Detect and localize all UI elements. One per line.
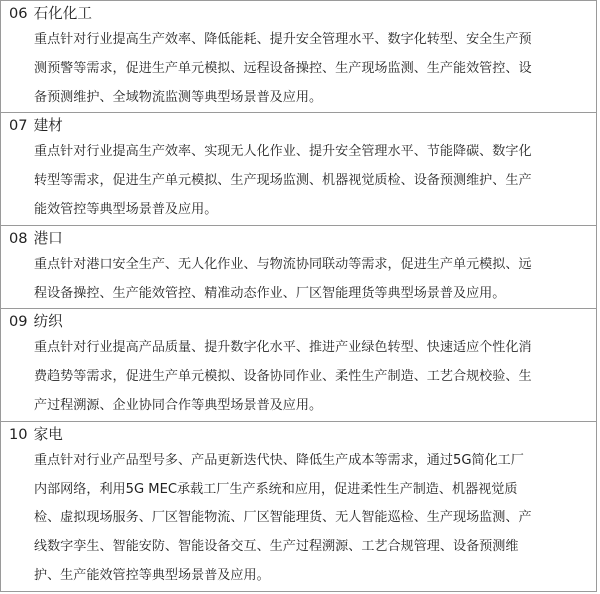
section-row bbox=[1, 226, 596, 310]
section-row bbox=[1, 422, 596, 592]
description-line: 产过程溯源、企业协同合作等典型场景普及应用。 bbox=[34, 397, 323, 413]
section-description bbox=[1, 251, 596, 309]
description-line: 费趋势等需求，促进生产单元模拟、设备协同作业、柔性生产制造、工艺合规校验、生 bbox=[34, 369, 532, 385]
section-title: 石化化工 bbox=[33, 5, 92, 22]
section-number: 06 bbox=[9, 5, 28, 22]
section-heading bbox=[1, 226, 596, 251]
description-line: 转型等需求，促进生产单元模拟、生产现场监测、机器视觉质检、设备预测维护、生产 bbox=[34, 173, 532, 189]
section-heading bbox=[1, 113, 596, 138]
section-row bbox=[1, 113, 596, 225]
description-line: 程设备操控、生产能效管控、精准动态作业、厂区智能理货等典型场景普及应用。 bbox=[34, 285, 506, 301]
section-row bbox=[1, 1, 596, 113]
section-description bbox=[1, 26, 596, 112]
description-line: 检、虚拟现场服务、厂区智能物流、厂区智能理货、无人智能巡检、生产现场监测、产 bbox=[34, 510, 532, 526]
description-line: 重点针对行业提高产品质量、提升数字化水平、推进产业绿色转型、快速适应个性化消 bbox=[34, 340, 532, 356]
section-number: 10 bbox=[9, 425, 28, 443]
description-line: 重点针对行业提高生产效率、实现无人化作业、提升安全管理水平、节能降碳、数字化 bbox=[34, 144, 532, 160]
description-line: 能效管控等典型场景普及应用。 bbox=[34, 201, 218, 217]
section-description bbox=[1, 334, 596, 420]
section-number: 09 bbox=[9, 313, 28, 331]
section-description bbox=[1, 447, 596, 591]
section-description bbox=[1, 138, 596, 224]
section-heading bbox=[1, 422, 596, 447]
section-title: 港口 bbox=[33, 229, 63, 247]
description-line: 测预警等需求，促进生产单元模拟、远程设备操控、生产现场监测、生产能效管控、设 bbox=[34, 60, 532, 76]
description-line: 内部网络，利用5G MEC承载工厂生产系统和应用，促进柔性生产制造、机器视觉质 bbox=[34, 481, 518, 497]
description-line: 重点针对港口安全生产、无人化作业、与物流协同联动等需求，促进生产单元模拟、远 bbox=[34, 256, 532, 272]
description-line: 备预测维护、全域物流监测等典型场景普及应用。 bbox=[34, 89, 323, 105]
section-title: 家电 bbox=[33, 425, 63, 443]
section-heading bbox=[1, 1, 596, 26]
section-heading bbox=[1, 309, 596, 334]
description-line: 重点针对行业提高生产效率、降低能耗、提升安全管理水平、数字化转型、安全生产预 bbox=[34, 32, 532, 47]
section-number: 07 bbox=[9, 117, 28, 135]
section-title: 纺织 bbox=[33, 313, 63, 331]
section-number: 08 bbox=[9, 229, 28, 247]
section-title: 建材 bbox=[33, 117, 63, 135]
section-row bbox=[1, 309, 596, 421]
description-line: 重点针对行业产品型号多、产品更新迭代快、降低生产成本等需求，通过5G简化工厂 bbox=[34, 452, 524, 468]
description-line: 护、生产能效管控等典型场景普及应用。 bbox=[34, 567, 270, 583]
description-line: 线数字孪生、智能安防、智能设备交互、生产过程溯源、工艺合规管理、设备预测维 bbox=[34, 539, 519, 555]
